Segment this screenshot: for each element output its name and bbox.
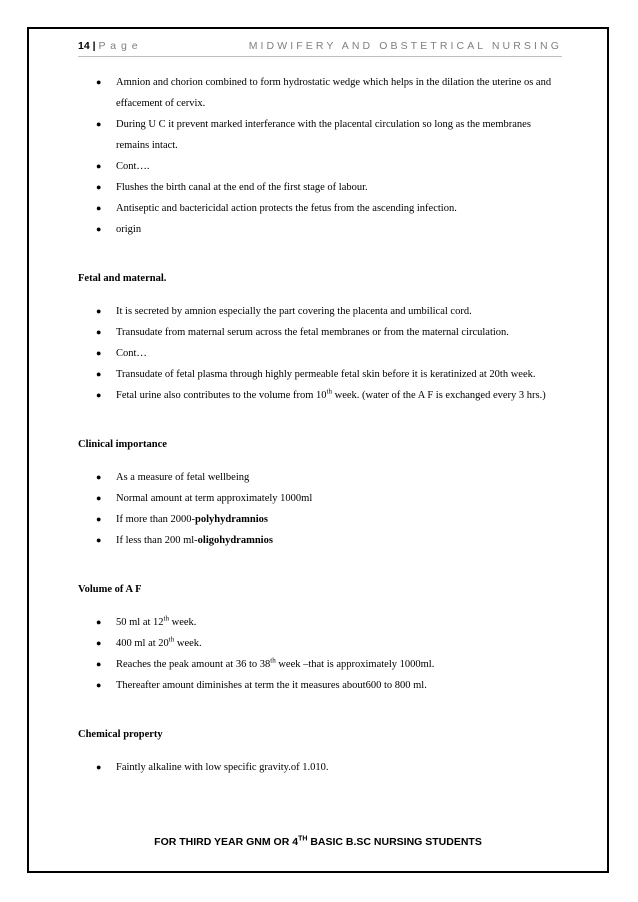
list-item-text: Faintly alkaline with low specific gravity.of 1.010. — [116, 762, 329, 773]
section-heading-clinical-importance: Clinical importance — [78, 439, 167, 450]
section3-list — [78, 467, 562, 551]
document-body — [78, 72, 562, 778]
list-item-text — [116, 387, 546, 401]
text-part: Fetal urine also contributes to the volume from 10 — [116, 390, 327, 401]
page-number: 14 — [78, 40, 90, 52]
bullet-icon: ● — [96, 638, 102, 648]
section-heading-chemical-property: Chemical property — [78, 729, 163, 740]
bullet-icon: ● — [96, 119, 102, 129]
page-word: P a g e — [98, 40, 139, 52]
list-item — [78, 633, 562, 654]
list-item — [78, 364, 562, 385]
list-item-text — [116, 614, 197, 628]
bullet-icon: ● — [96, 77, 102, 87]
section5-list — [78, 757, 562, 778]
list-item — [78, 301, 562, 322]
list-item — [78, 675, 562, 696]
bullet-icon: ● — [96, 390, 102, 400]
bold-term: oligohydramnios — [197, 535, 273, 546]
bullet-icon: ● — [96, 224, 102, 234]
text-part: If less than 200 ml- — [116, 535, 198, 546]
list-item — [78, 488, 562, 509]
list-item — [78, 530, 562, 551]
list-item-text — [116, 656, 435, 670]
bullet-icon: ● — [96, 161, 102, 171]
page-footer — [27, 836, 609, 848]
list-item — [78, 322, 562, 343]
text-part: If more than 2000- — [116, 514, 196, 525]
bullet-icon: ● — [96, 306, 102, 316]
bullet-icon: ● — [96, 659, 102, 669]
header-title: MIDWIFERY AND OBSTETRICAL NURSING — [248, 40, 562, 52]
text-part: week. (water of the A F is exchanged every 3 hrs.) — [332, 390, 546, 401]
list-item-text — [116, 514, 268, 525]
list-item-text: Cont…. — [116, 161, 150, 172]
bullet-icon: ● — [96, 327, 102, 337]
text-part: week. — [174, 638, 202, 649]
header-divider — [78, 56, 562, 57]
bullet-icon: ● — [96, 182, 102, 192]
list-item-text — [116, 535, 273, 546]
list-item — [78, 654, 562, 675]
list-item-text: origin — [116, 224, 142, 235]
footer-text: BASIC B.SC NURSING STUDENTS — [307, 836, 482, 848]
footer-superscript: TH — [298, 835, 308, 843]
list-item-text: Transudate of fetal plasma through highly permeable fetal skin before it is keratinized at 20th week. — [116, 369, 536, 380]
list-item-text: During U C it prevent marked interferance with the placental circulation so long as the membranes remains intact. — [116, 119, 531, 151]
section-heading-fetal-maternal: Fetal and maternal. — [78, 273, 167, 284]
bold-term: polyhydramnios — [195, 514, 268, 525]
superscript: th — [326, 387, 332, 396]
text-part: Reaches the peak amount at 36 to 38 — [116, 659, 271, 670]
superscript: th — [168, 635, 175, 644]
bullet-icon: ● — [96, 203, 102, 213]
footer-text: FOR THIRD YEAR GNM OR 4 — [154, 836, 299, 848]
bullet-icon: ● — [96, 493, 102, 503]
list-item — [78, 198, 562, 219]
text-part: week. — [169, 617, 197, 628]
section2-list — [78, 301, 562, 406]
bullet-icon: ● — [96, 348, 102, 358]
superscript: th — [270, 656, 276, 665]
list-item — [78, 343, 562, 364]
list-item-text: Amnion and chorion combined to form hydrostatic wedge which helps in the dilation the uterine os and effacement of cervix. — [116, 77, 552, 109]
list-item — [78, 757, 562, 778]
list-item-text: It is secreted by amnion especially the part covering the placenta and umbilical cord. — [116, 306, 472, 317]
text-part: week –that is approximately 1000ml. — [275, 659, 435, 670]
section4-list — [78, 612, 562, 696]
list-item — [78, 177, 562, 198]
list-item-text — [116, 635, 202, 649]
list-item-text: Cont… — [116, 348, 147, 359]
list-item-text: Antiseptic and bactericidal action protects the fetus from the ascending infection. — [116, 203, 457, 214]
list-item — [78, 156, 562, 177]
list-item — [78, 72, 562, 114]
list-item-text: Normal amount at term approximately 1000ml — [116, 493, 313, 504]
page-header — [78, 40, 562, 56]
bullet-icon: ● — [96, 535, 102, 545]
header-separator: | — [89, 40, 99, 52]
text-part: 50 ml at 12 — [116, 617, 164, 628]
list-item — [78, 612, 562, 633]
section-heading-volume: Volume of A F — [78, 584, 142, 595]
text-part: 400 ml at 20 — [116, 638, 169, 649]
section1-list — [78, 72, 562, 240]
list-item — [78, 385, 562, 406]
list-item — [78, 467, 562, 488]
page-number-label — [78, 40, 139, 52]
list-item-text: Transudate from maternal serum across the fetal membranes or from the maternal circulation. — [116, 327, 509, 338]
superscript: th — [163, 614, 169, 623]
bullet-icon: ● — [96, 680, 102, 690]
bullet-icon: ● — [96, 617, 102, 627]
bullet-icon: ● — [96, 369, 102, 379]
list-item-text: Thereafter amount diminishes at term the it measures about600 to 800 ml. — [116, 680, 427, 691]
bullet-icon: ● — [96, 514, 102, 524]
bullet-icon: ● — [96, 762, 102, 772]
list-item-text: As a measure of fetal wellbeing — [116, 472, 250, 483]
list-item — [78, 219, 562, 240]
list-item — [78, 509, 562, 530]
list-item-text: Flushes the birth canal at the end of the first stage of labour. — [116, 182, 368, 193]
bullet-icon: ● — [96, 472, 102, 482]
list-item — [78, 114, 562, 156]
